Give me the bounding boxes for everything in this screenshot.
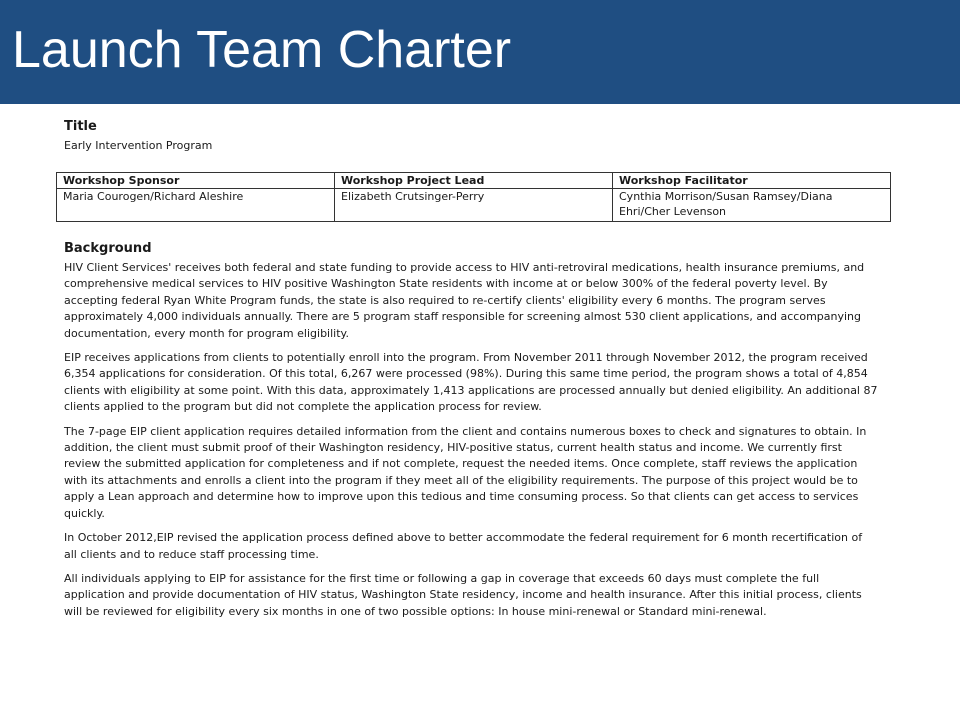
slide-title: Launch Team Charter [12, 21, 512, 79]
table-row [57, 189, 891, 222]
header-workshop-project-lead: Workshop Project Lead [335, 173, 613, 189]
workshop-facilitator-value: Cynthia Morrison/Susan Ramsey/Diana Ehri/Cher Levenson [613, 189, 891, 222]
background-heading: Background [64, 241, 152, 256]
background-paragraph-renewal: All individuals applying to EIP for assistance for the first time or following a gap in coverage that exceeds 60 days must complete the full application and provide documentation of HIV status, Washington State residency, income and health insurance. After this initial process, clients will be reviewed for eligibility every six months in one of two possible options: In house mini-renewal or Standard mini-renewal. [64, 571, 862, 618]
background-paragraph-funding: HIV Client Services' receives both federal and state funding to provide access to HIV anti-retroviral medications, health insurance premiums, and comprehensive medical services to HIV positive Washington State residents with income at or below 300% of the federal poverty level. By accepting federal Ryan White Program funds, the state is also required to re-certify clients' eligibility every 6 months. The program serves approximately 4,000 individuals annually. There are 5 program staff responsible for screening almost 530 client applications, and accompanying documentation, every month for program eligibility. [64, 261, 865, 340]
title-banner [0, 0, 960, 104]
title-heading: Title [64, 119, 97, 134]
workshop-sponsor-value: Maria Courogen/Richard Aleshire [57, 189, 335, 222]
workshop-project-lead-value: Elizabeth Crutsinger-Perry [335, 189, 613, 222]
background-paragraph-revision: In October 2012,EIP revised the application process defined above to better accommodate the federal requirement for 6 month recertification of all clients and to reduce staff processing time. [64, 531, 863, 561]
charter-document [64, 118, 894, 628]
table-header-row [57, 173, 891, 189]
background-paragraph-process: The 7-page EIP client application requires detailed information from the client and contains numerous boxes to check and signatures to obtain. In addition, the client must submit proof of their Washington residency, HIV-positive status, current health status and income. We currently first review the submitted application for completeness and if not complete, request the needed items. Once complete, staff reviews the application with its attachments and enrolls a client into the program if they meet all of the eligibility requirements. The purpose of this project would be to apply a Lean approach and determine how to improve upon this tedious and time consuming process. So that clients can get access to services quickly. [64, 424, 867, 520]
background-paragraph-applications: EIP receives applications from clients to potentially enroll into the program. From November 2011 through November 2012, the program received 6,354 applications for consideration. Of this total, 6,267 were processed (98%). During this same time period, the program shows a total of 4,854 clients with eligibility at some point. With this data, approximately 1,413 applications are processed annually but denied eligibility. An additional 87 clients applied to the program but did not complete the application process for review. [64, 351, 878, 414]
program-title: Early Intervention Program [64, 139, 213, 152]
header-workshop-sponsor: Workshop Sponsor [57, 173, 335, 189]
header-workshop-facilitator: Workshop Facilitator [613, 173, 891, 189]
workshop-team-table [56, 172, 891, 222]
